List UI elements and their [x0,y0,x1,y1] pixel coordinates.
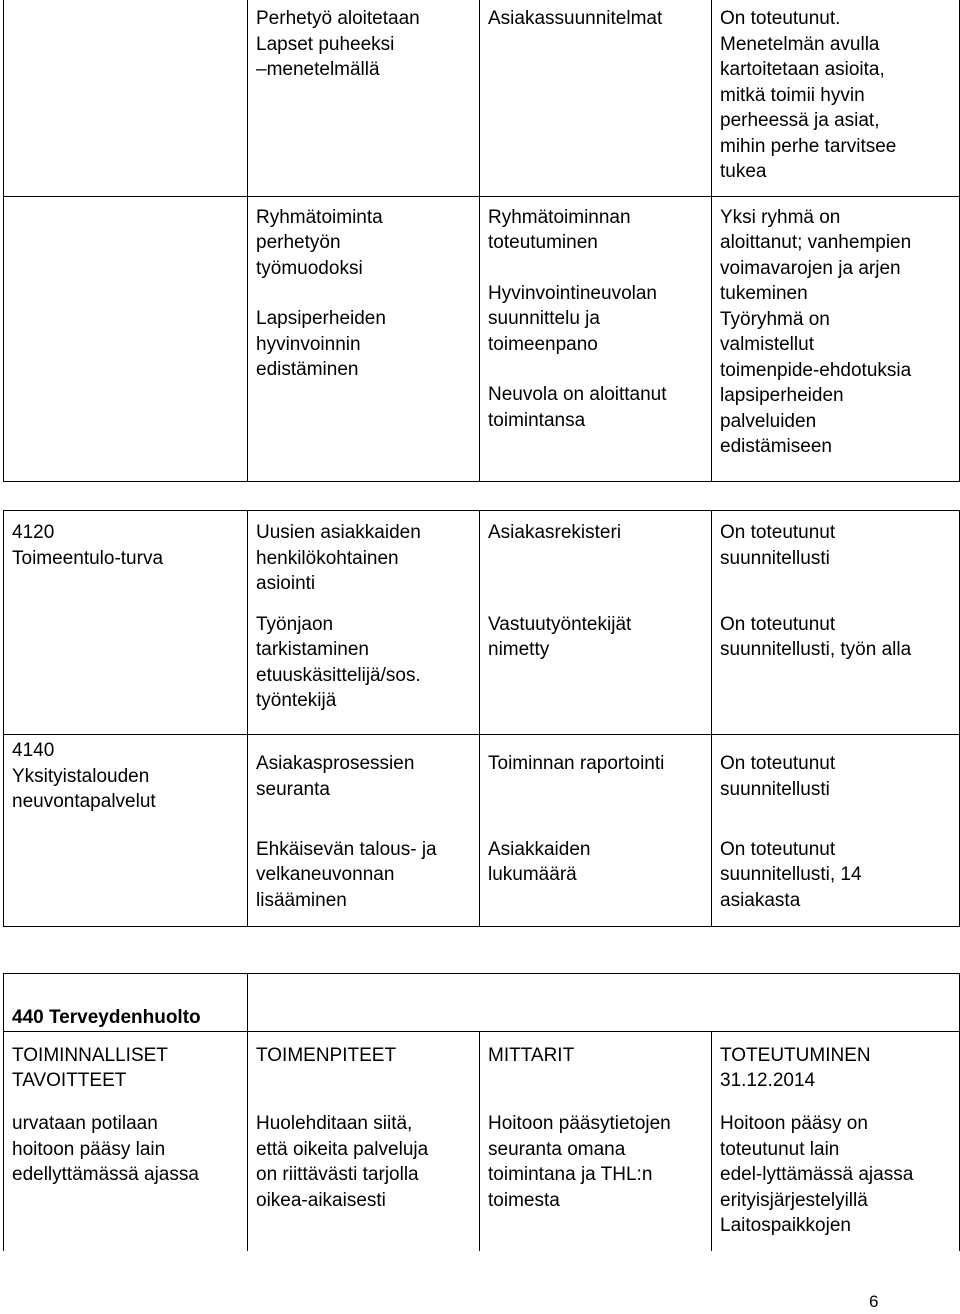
table-cell [4,196,248,481]
table-cell: Hoitoon pääsy on toteutunut lain edel-lyttämässä ajassa erityisjärjestelyillä Laitospaikkojen [712,1101,960,1251]
table-cell [4,0,248,196]
table-cell: Vastuutyöntekijät nimetty [480,612,712,735]
table-cell: On toteutunut suunnitellusti, työn alla [712,612,960,735]
column-header: TOTEUTUMINEN 31.12.2014 [712,1031,960,1101]
column-header: TOIMINNALLISET TAVOITTEET [4,1031,248,1101]
table-row [4,196,960,481]
table-cell: Perhetyö aloitetaan Lapset puheeksi –menetelmällä [248,0,480,196]
table-cell: On toteutunut. Menetelmän avulla kartoitetaan asioita, mitkä toimii hyvin perheessä ja asiat, mihin perhe tarvitsee tukea [712,0,960,196]
cell-text: Ryhmätoiminnan toteutuminen [488,206,631,253]
cell-text: Ryhmätoiminta perhetyön työmuodoksi [256,206,383,279]
table-cell [4,612,248,735]
healthcare-table [3,973,960,1251]
table-cell [248,196,480,481]
table-cell: On toteutunut suunnitellusti [712,511,960,612]
table-cell: Huolehditaan siitä, että oikeita palveluja on riittävästi tarjolla oikea-aikaisesti [248,1101,480,1251]
table-cell: Uusien asiakkaiden henkilökohtainen asiointi [248,511,480,612]
table-cell: Asiakassuunnitelmat [480,0,712,196]
table-row [4,1101,960,1251]
table-cell: On toteutunut suunnitellusti [712,735,960,837]
section-title: 440 Terveydenhuolto [4,974,248,1032]
table-row [4,974,960,1032]
table-cell [248,974,960,1032]
column-header: MITTARIT [480,1031,712,1101]
table-row [4,612,960,735]
cell-text: Neuvola on aloittanut toimintansa [488,384,667,431]
income-support-table [3,510,960,927]
table-row [4,1031,960,1101]
table-cell: On toteutunut suunnitellusti, 14 asiakasta [712,837,960,927]
table-cell: 4120 Toimeentulo-turva [4,511,248,612]
table-cell [712,196,960,481]
table-row [4,735,960,837]
table-cell: Hoitoon pääsytietojen seuranta omana toimintana ja THL:n toimesta [480,1101,712,1251]
cell-text: Yksi ryhmä on aloittanut; vanhempien voimavarojen ja arjen tukeminen [720,206,912,304]
table-cell [480,196,712,481]
family-work-table [3,0,960,482]
table-row [4,0,960,196]
table-cell: Ehkäisevän talous- ja velkaneuvonnan lisääminen [248,837,480,927]
cell-text: Työryhmä on valmistellut toimenpide-ehdotuksia lapsiperheiden palveluiden edistämiseen [720,308,912,457]
table-cell: Asiakkaiden lukumäärä [480,837,712,927]
cell-text: Hyvinvointineuvolan suunnittelu ja toimeenpano [488,282,657,355]
table-cell: Toiminnan raportointi [480,735,712,837]
table-cell: 4140 Yksityistalouden neuvontapalvelut [4,735,248,837]
table-cell: urvataan potilaan hoitoon pääsy lain edellyttämässä ajassa [4,1101,248,1251]
table-row [4,511,960,612]
cell-text: Lapsiperheiden hyvinvoinnin edistäminen [256,308,386,380]
column-header: TOIMENPITEET [248,1031,480,1101]
table-cell: Asiakasprosessien seuranta [248,735,480,837]
table-row [4,837,960,927]
table-cell: Asiakasrekisteri [480,511,712,612]
table-cell [4,837,248,927]
table-cell: Työnjaon tarkistaminen etuuskäsittelijä/sos. työntekijä [248,612,480,735]
page-number: 6 [869,1292,879,1311]
